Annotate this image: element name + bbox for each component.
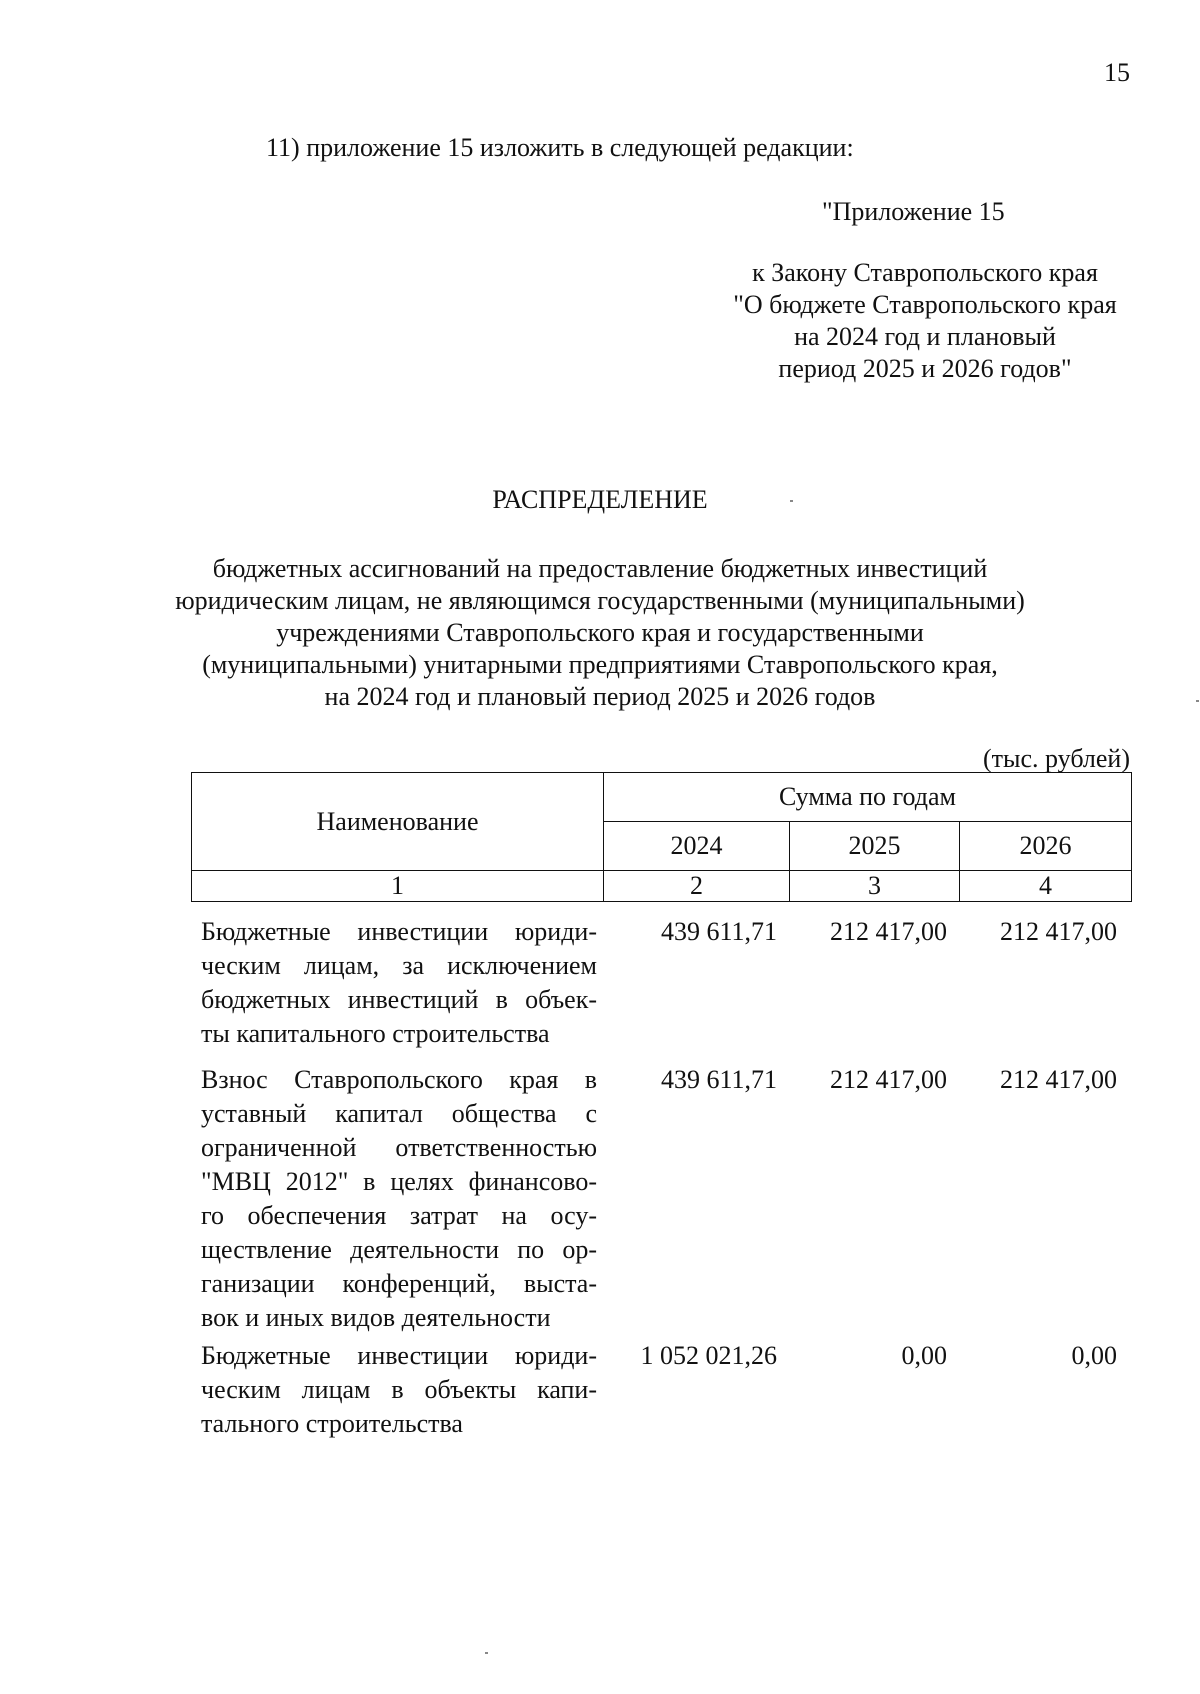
page-number: 15 [1104,58,1130,87]
row-name [201,1063,597,1335]
row-name-line: тального строительства [201,1409,463,1438]
row-name-line: уставный капитал общества с [201,1099,597,1128]
column-number-cell: 4 [960,871,1132,902]
header-year-cell: 2024 [604,822,790,871]
document-heading: РАСПРЕДЕЛЕНИЕ [492,485,708,514]
row-name-line: ществление деятельности по ор- [201,1235,597,1264]
row-name [201,1339,597,1441]
row-name [201,915,597,1051]
row-name-line: Взнос Ставропольского края в [201,1065,597,1094]
appendix-title: "Приложение 15 [822,197,1005,226]
row-name-line: бюджетных инвестиций в объек- [201,985,597,1014]
subtitle-line: (муниципальными) унитарными предприятиями Ставропольского края, [202,650,998,679]
units-label: (тыс. рублей) [982,744,1130,773]
row-name-line: ограниченной ответственностью [201,1133,597,1162]
table-header [191,772,1132,902]
row-name-line: ческим лицам в объекты капи- [201,1375,597,1404]
header-year-cell: 2025 [790,822,960,871]
column-number-cell: 2 [604,871,790,902]
scan-speck [1196,700,1199,702]
value-2025: 212 417,00 [830,1065,947,1094]
value-2026: 0,00 [1071,1341,1117,1370]
header-year-cell: 2026 [960,822,1132,871]
subtitle-line: бюджетных ассигнований на предоставление бюджетных инвестиций [212,554,988,583]
law-reference-line: "О бюджете Ставропольского края [733,290,1117,319]
value-2025: 0,00 [901,1341,947,1370]
law-reference-line: на 2024 год и плановый [794,322,1056,351]
row-name-line: го обеспечения затрат на осу- [201,1201,597,1230]
row-name-line: Бюджетные инвестиции юриди- [201,1341,597,1370]
value-2024: 439 611,71 [660,917,777,946]
value-2026: 212 417,00 [1000,917,1117,946]
value-2026: 212 417,00 [1000,1065,1117,1094]
column-number-cell: 1 [192,871,604,902]
row-name-line: "МВЦ 2012" в целях финансово- [201,1167,597,1196]
amendment-intro: 11) приложение 15 изложить в следующей редакции: [266,133,854,162]
subtitle-line: учреждениями Ставропольского края и государственными [276,618,924,647]
header-sum-cell: Сумма по годам [604,773,1132,822]
subtitle-line: юридическим лицам, не являющимся государственными (муниципальными) [175,586,1025,615]
column-number-cell: 3 [790,871,960,902]
document-subtitle [150,553,1050,713]
scan-speck [485,1652,488,1654]
value-2025: 212 417,00 [830,917,947,946]
header-name-cell: Наименование [192,773,604,871]
scan-speck [790,500,793,502]
value-2024: 1 052 021,26 [640,1341,777,1370]
subtitle-line: на 2024 год и плановый период 2025 и 2026 годов [324,682,876,711]
value-2024: 439 611,71 [660,1065,777,1094]
law-reference [690,257,1160,385]
row-name-line: Бюджетные инвестиции юриди- [201,917,597,946]
row-name-line: ганизации конференций, выста- [201,1269,597,1298]
row-name-line: ческим лицам, за исключением [201,951,597,980]
row-name-line: вок и иных видов деятельности [201,1303,551,1332]
law-reference-line: период 2025 и 2026 годов" [778,354,1072,383]
row-name-line: ты капитального строительства [201,1019,550,1048]
law-reference-line: к Закону Ставропольского края [752,258,1098,287]
